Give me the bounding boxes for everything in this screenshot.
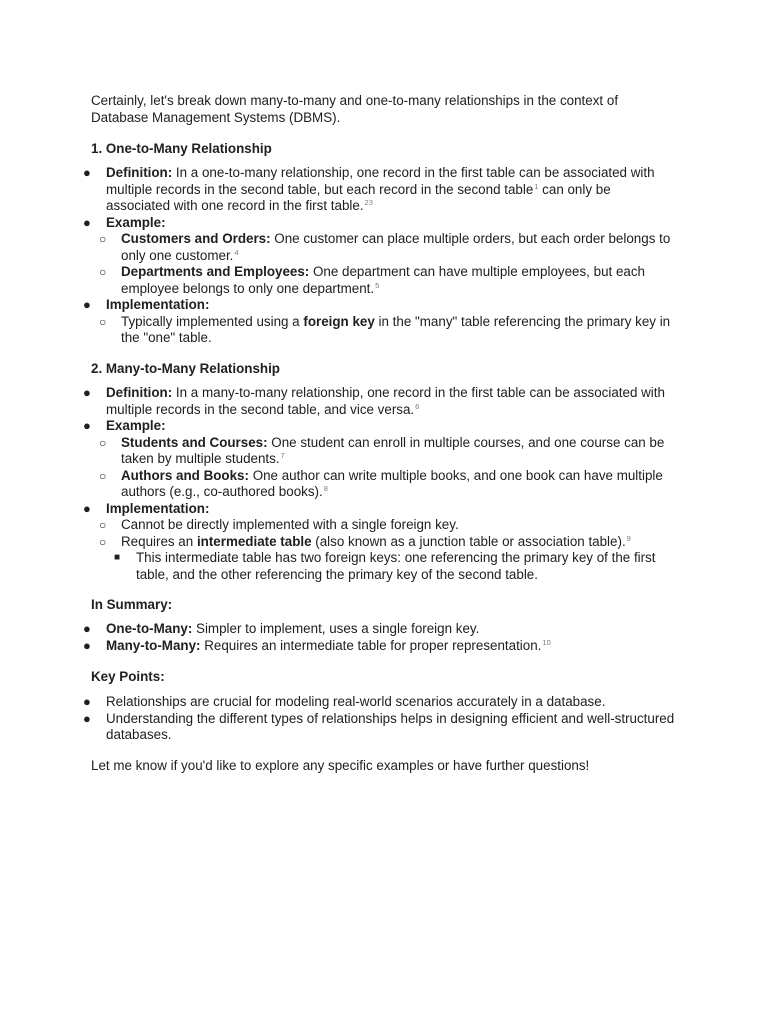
example-text: One student can enroll in multiple courses, and one course can be taken by multiple students. [121, 434, 665, 466]
s1-definition-item [0, 165, 676, 215]
example-label: Example: [106, 214, 166, 230]
s2-implementation-1 [0, 517, 676, 534]
circle-bullet-icon: ○ [99, 534, 107, 549]
key-point-item [0, 694, 676, 711]
summary-list [0, 621, 768, 654]
disc-bullet-icon: ● [83, 385, 91, 400]
circle-bullet-icon: ○ [99, 518, 107, 532]
example-text: One author can write multiple books, and one book can have multiple authors (e.g., co-authored books). [121, 467, 663, 499]
implementation-text: in the "many" table referencing the primary key in the "one" table. [121, 313, 671, 345]
implementation-label: Implementation: [106, 297, 210, 312]
implementation-text: Cannot be directly implemented with a single foreign key. [121, 517, 459, 532]
definition-text: In a one-to-many relationship, one record in the first table can be associated with multiple records in the second table, but each record in the second table [106, 165, 655, 197]
example-title: Departments and Employees: [121, 264, 310, 279]
disc-bullet-icon: ● [83, 710, 91, 726]
summary-item [0, 621, 676, 638]
disc-bullet-icon: ● [83, 694, 91, 709]
summary-item [0, 638, 676, 655]
s2-definition-item [0, 385, 676, 418]
disc-bullet-icon: ● [83, 165, 91, 180]
disc-bullet-icon: ● [83, 637, 91, 653]
emphasis-text: foreign key [303, 313, 375, 329]
s2-implementation-item [0, 501, 676, 518]
example-title: Authors and Books: [121, 467, 249, 483]
s1-example-item [0, 215, 676, 232]
section1-heading: 1. One-to-Many Relationship [91, 141, 272, 156]
summary-label: Many-to-Many: [106, 637, 201, 653]
disc-bullet-icon: ● [83, 214, 91, 230]
summary-text: Requires an intermediate table for proper representation. [200, 637, 542, 653]
implementation-text: Requires an [121, 533, 197, 549]
section2-list [0, 385, 768, 583]
disc-bullet-icon: ● [83, 621, 91, 636]
disc-bullet-icon: ● [83, 500, 91, 516]
example-title: Students and Courses: [121, 434, 268, 450]
summary-text: Simpler to implement, uses a single foreign key. [192, 621, 480, 636]
s2-example-item [0, 418, 676, 435]
s1-implementation-item [0, 297, 676, 314]
key-points-heading: Key Points: [91, 669, 165, 684]
disc-bullet-icon: ● [83, 418, 91, 433]
circle-bullet-icon: ○ [99, 435, 107, 450]
intro-paragraph: Certainly, let's break down many-to-many and one-to-many relationships in the context of Database Management Systems (DBMS). [91, 93, 619, 125]
closing-paragraph: Let me know if you'd like to explore any specific examples or have further questions! [91, 758, 590, 773]
s1-example-2 [0, 264, 676, 297]
footnote-marker[interactable]: 6 [415, 401, 420, 411]
footnote-marker[interactable]: 1 [534, 181, 539, 191]
definition-text: can only be associated with one record in the first table. [106, 181, 611, 213]
implementation-label: Implementation: [106, 500, 210, 516]
circle-bullet-icon: ○ [99, 314, 107, 329]
section2-heading: 2. Many-to-Many Relationship [91, 361, 280, 376]
circle-bullet-icon: ○ [99, 232, 107, 246]
example-title: Customers and Orders: [121, 231, 271, 246]
key-point-text: Understanding the different types of relationships helps in designing efficient and well-structured databases. [106, 710, 675, 742]
section1-list [0, 165, 768, 347]
square-bullet-icon: ■ [114, 552, 121, 563]
example-label: Example: [106, 418, 166, 433]
footnote-marker[interactable]: 4 [234, 247, 239, 257]
definition-label: Definition: [106, 165, 173, 180]
s2-implementation-2 [0, 534, 676, 551]
circle-bullet-icon: ○ [99, 265, 107, 279]
implementation-text: Typically implemented using a [121, 313, 304, 329]
definition-label: Definition: [106, 385, 173, 400]
s1-example-1 [0, 231, 676, 264]
emphasis-text: intermediate table [196, 533, 312, 549]
footnote-marker[interactable]: 8 [323, 484, 328, 493]
circle-bullet-icon: ○ [99, 468, 107, 483]
summary-heading: In Summary: [91, 597, 173, 612]
footnote-marker[interactable]: 10 [542, 637, 551, 647]
key-point-item [0, 711, 676, 744]
implementation-detail-text: This intermediate table has two foreign keys: one referencing the primary key of the first table, and the other referencing the primary key of the second table. [136, 550, 656, 582]
example-text: One customer can place multiple orders, but each order belongs to only one customer. [121, 231, 671, 263]
footnote-marker[interactable]: 5 [375, 280, 380, 290]
footnote-marker[interactable]: 7 [280, 451, 285, 460]
s1-implementation-1 [0, 314, 676, 347]
s2-example-1 [0, 435, 676, 468]
footnote-marker[interactable]: 23 [364, 198, 373, 207]
key-point-text: Relationships are crucial for modeling real-world scenarios accurately in a database. [106, 694, 606, 709]
s2-example-2 [0, 468, 676, 501]
summary-label: One-to-Many: [106, 621, 193, 636]
key-points-list [0, 694, 768, 744]
example-text: One department can have multiple employees, but each employee belongs to only one department. [121, 264, 645, 296]
implementation-text: (also known as a junction table or association table). [311, 533, 626, 549]
footnote-marker[interactable]: 9 [626, 533, 631, 543]
s2-implementation-2-sub [0, 550, 676, 583]
disc-bullet-icon: ● [83, 297, 91, 312]
definition-text: In a many-to-many relationship, one record in the first table can be associated with multiple records in the second table, and vice versa. [106, 385, 665, 417]
